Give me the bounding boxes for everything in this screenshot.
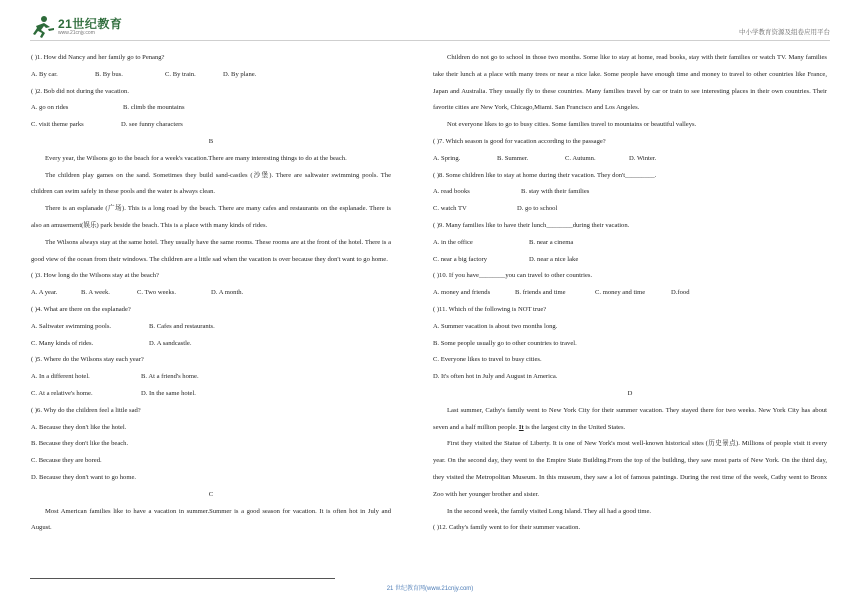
answer-option: A. In a different hotel. (31, 373, 90, 381)
answer-option: B. climb the mountains (123, 104, 185, 112)
logo-subtext: www.21cnjy.com (58, 30, 95, 36)
runner-icon (33, 16, 54, 38)
header-platform-name: 中小学教育资源及组卷应用平台 (739, 29, 830, 36)
answer-options (31, 285, 391, 302)
header-divider (30, 40, 830, 41)
paragraph-text: Last summer, Cathy's family went to New York City for their summer vacation. They stayed there for two weeks. New York City has about seven and a half million people. (433, 406, 827, 431)
section-letter: C (208, 490, 214, 498)
answer-option: A. money and friends (433, 289, 491, 297)
answer-option: C. Autumn. (565, 154, 596, 162)
section-letter: B (208, 137, 214, 145)
answer-option: C. Two weeks. (137, 289, 176, 297)
answer-options (433, 151, 827, 168)
answer-option: D. In the same hotel. (141, 389, 196, 397)
question-line: ( )2. Bob did not during the vacation. (31, 87, 129, 95)
answer-option: A. Saltwater swimming pools. (31, 322, 112, 330)
passage-paragraph: The Wilsons always stay at the same hotel. They usually have the same rooms. These rooms are at the front of the hotel. There is a good view of the ocean from their windows. The children are a little sad when the vacation is over because they don't want to go home. (31, 238, 391, 263)
question-line: ( )6. Why do the children feel a little sad? (31, 406, 141, 414)
answer-option: C. visit theme parks (31, 121, 84, 129)
question-line: ( )9. Many families like to have their lunch________during their vacation. (433, 221, 630, 229)
passage-paragraph (433, 403, 827, 437)
question-line: ( )8. Some children like to stay at home during their vacation. They don't_________. (433, 171, 657, 179)
answer-option: D. near a nice lake (529, 255, 579, 263)
question-line: D. It's often hot in July and August in America. (433, 373, 558, 381)
answer-option: A. read books (433, 188, 470, 196)
answer-option: D. A month. (211, 289, 244, 297)
question-line: A. Summer vacation is about two months long. (433, 322, 558, 330)
logo-text: 21世纪教育 (58, 17, 123, 31)
answer-options (31, 336, 391, 353)
passage-paragraph: Most American families like to have a vacation in summer.Summer is a good season for vacation. It is often hot in July and August. (31, 507, 391, 532)
answer-option: B. stay with their families (521, 188, 590, 196)
answer-options (31, 386, 391, 403)
question-line: A. Because they don't like the hotel. (31, 423, 127, 431)
answer-option: B. near a cinema (529, 238, 574, 246)
answer-option: D. go to school (517, 205, 558, 213)
answer-option: D. A sandcastle. (149, 339, 192, 347)
answer-options (433, 252, 827, 269)
question-line: B. Some people usually go to other countries to travel. (433, 339, 577, 347)
answer-options (31, 117, 391, 134)
left-column (31, 50, 391, 537)
answer-option: A. in the office (433, 238, 473, 246)
question-line: C. Because they are bored. (31, 457, 102, 465)
question-line: ( )7. Which season is good for vacation according to the passage? (433, 137, 606, 145)
answer-options (433, 285, 827, 302)
answer-options (433, 184, 827, 201)
answer-option: D.food (671, 289, 690, 297)
answer-option: B. By bus. (95, 70, 123, 78)
section-letter: D (627, 389, 633, 397)
answer-option: B. A week. (81, 289, 110, 297)
answer-option: A. A year. (31, 289, 58, 297)
question-line: ( )3. How long do the Wilsons stay at the beach? (31, 272, 159, 280)
answer-option: C. Many kinds of rides. (31, 339, 94, 347)
answer-option: B. At a friend's home. (141, 373, 199, 381)
answer-options (31, 100, 391, 117)
footer-divider (30, 578, 335, 579)
answer-options (31, 67, 391, 84)
passage-paragraph: First they visited the Statue of Liberty. It is one of New York's most well-known historical sites (历史景点). Millions of people visit it every year. On the second day, they went to the Empire State Building.From the top of the building, they saw most parts of New York. On the third day, they visited the Metropolitan Museum. In this museum, they saw a lot of famous paintings. During the rest time of the week, Cathy went to Bronx Zoo with her younger brother and sister. (433, 440, 827, 498)
question-line: ( )12. Cathy's family went to for their summer vacation. (433, 524, 581, 532)
answer-option: C. watch TV (433, 205, 467, 213)
answer-option: B. Summer. (497, 154, 529, 162)
answer-option: C. By train. (165, 70, 196, 78)
paragraph-text: is the largest city in the United States. (523, 423, 626, 431)
question-line: ( )11. Which of the following is NOT true? (433, 305, 547, 313)
passage-paragraph: The children play games on the sand. Sometimes they build sand-castles (沙堡). There are saltwater swimming pools. The children can swim safely in these pools and the water is always clean. (31, 171, 391, 196)
answer-option: A. By car. (31, 70, 58, 78)
underlined-word: It (518, 423, 524, 431)
answer-option: D. see funny characters (121, 121, 183, 129)
question-line: ( )4. What are there on the esplanade? (31, 305, 131, 313)
answer-options (31, 319, 391, 336)
answer-option: B. Cafes and restaurants. (149, 322, 215, 330)
answer-option: A. Spring. (433, 154, 461, 162)
question-line: ( )1. How did Nancy and her family go to Penang? (31, 54, 165, 61)
answer-option: C. At a relative's home. (31, 389, 93, 397)
right-column (433, 50, 827, 537)
passage-paragraph: Every year, the Wilsons go to the beach for a week's vacation.There are many interesting things to do at the beach. (45, 154, 347, 162)
question-line: D. Because they don't want to go home. (31, 473, 137, 481)
passage-paragraph: Children do not go to school in those two months. Some like to stay at home, read books, stay with their families or watch TV. Many families take their lunch at a place with many trees or near a nice lake. Some people have enough time and money to travel to other countries like France, Japan and Australia. They usually fly to these countries. Many families travel by car or train to see interesting places in their own countries. Their favorite cities are New York, Chicago,Miami. San Francisco and Los Angeles. (433, 54, 827, 112)
answer-option: D. By plane. (223, 70, 257, 78)
answer-options (31, 369, 391, 386)
answer-option: A. go on rides (31, 104, 69, 112)
question-line: B. Because they don't like the beach. (31, 440, 129, 448)
question-line: ( )5. Where do the Wilsons stay each year? (31, 356, 144, 364)
answer-option: B. friends and time (515, 289, 566, 297)
question-line: C. Everyone likes to travel to busy cities. (433, 356, 542, 364)
answer-option: C. near a big factory (433, 255, 488, 263)
answer-option: C. money and time (595, 289, 646, 297)
passage-paragraph: There is an esplanade (广场). This is a long road by the beach. There are many cafes and restaurants on the esplanade. There is also an amusement(娱乐) park beside the beach. This is a place with many kinds of rides. (31, 205, 391, 229)
answer-options (433, 235, 827, 252)
passage-paragraph: In the second week, the family visited Long Island. They all had a good time. (447, 507, 652, 515)
footer-text: 21 世纪教育网(www.21cnjy.com) (386, 586, 474, 592)
answer-option: D. Winter. (629, 154, 657, 162)
passage-paragraph: Not everyone likes to go to busy cities. Some families travel to mountains or beautiful valleys. (447, 121, 697, 129)
answer-options (433, 201, 827, 218)
question-line: ( )10. If you have________you can travel to other countries. (433, 272, 593, 280)
